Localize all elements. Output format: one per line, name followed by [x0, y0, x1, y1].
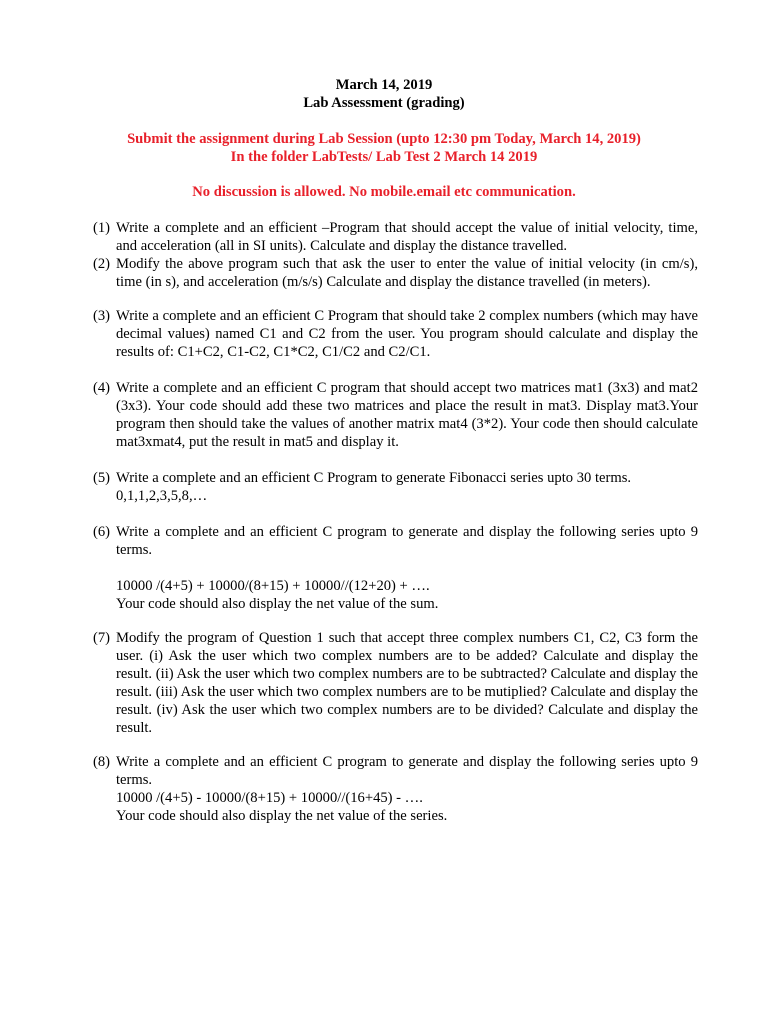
submit-notice-line2: In the folder LabTests/ Lab Test 2 March 14 2019: [230, 149, 538, 165]
question-number: (8): [93, 754, 111, 770]
question-4: [93, 379, 698, 451]
question-text: Write a complete and an efficient C program to generate and display the following series upto 9 terms.: [116, 524, 698, 558]
question-number: (6): [93, 524, 111, 540]
question-note: Your code should also display the net value of the series.: [116, 808, 448, 824]
date-heading: March 14, 2019: [335, 77, 433, 93]
question-formula: 10000 /(4+5) - 10000/(8+15) + 10000//(16+45) - ….: [116, 790, 423, 806]
question-5: [93, 469, 698, 505]
page-title: Lab Assessment (grading): [303, 95, 465, 111]
question-number: (3): [93, 308, 111, 324]
submit-notice-line1: Submit the assignment during Lab Session (upto 12:30 pm Today, March 14, 2019): [127, 131, 641, 147]
question-text: Write a complete and an efficient –Program that should accept the value of initial velocity, time, and acceleration (all in SI units). Calculate and display the distance travelled.: [116, 220, 698, 254]
question-formula: 10000 /(4+5) + 10000/(8+15) + 10000//(12+20) + ….: [116, 578, 430, 594]
question-text: Modify the above program such that ask the user to enter the value of initial velocity (in cm/s), time (in s), and acceleration (m/s/s) Calculate and display the distance travelled (in meters).: [116, 256, 698, 290]
question-3: [93, 307, 698, 361]
question-number: (2): [93, 256, 111, 272]
question-text: Modify the program of Question 1 such that accept three complex numbers C1, C2, C3 form the user. (i) Ask the user which two complex numbers are to be added? Calculate and display the result. (ii) Ask the user which two complex numbers are to be subtracted? Calculate and display the result. (iii) Ask the user which two complex numbers are to be mutiplied? Calculate and display the result. (iv) Ask the user which two complex numbers are to be divided? Calculate and display the result.: [116, 630, 698, 736]
question-1: [93, 219, 698, 255]
question-text: Write a complete and an efficient C program that should accept two matrices mat1 (3x3) and mat2 (3x3). Your code should add these two matrices and place the result in mat3. Display mat3.Your program then should take the values of another matrix mat4 (3*2). Your code then should calculate mat3xmat4, put the result in mat5 and display it.: [116, 380, 698, 450]
no-discussion-notice: No discussion is allowed. No mobile.email etc communication.: [192, 184, 576, 200]
question-6: [93, 523, 698, 613]
question-text: Write a complete and an efficient C program to generate and display the following series upto 9 terms.: [116, 754, 698, 788]
question-7: [93, 629, 698, 737]
question-number: (1): [93, 220, 111, 236]
question-note: Your code should also display the net value of the sum.: [116, 596, 439, 612]
question-number: (7): [93, 630, 111, 646]
question-text: Write a complete and an efficient C Program that should take 2 complex numbers (which may have decimal values) named C1 and C2 from the user. You program should calculate and display the results of: C1+C2, C1-C2, C1*C2, C1/C2 and C2/C1.: [116, 308, 698, 360]
question-8: [93, 753, 698, 825]
question-text: Write a complete and an efficient C Program to generate Fibonacci series upto 30 terms.: [116, 470, 632, 486]
question-series: 0,1,1,2,3,5,8,…: [116, 488, 208, 504]
question-2: [93, 255, 698, 291]
question-number: (5): [93, 470, 111, 486]
question-number: (4): [93, 380, 111, 396]
